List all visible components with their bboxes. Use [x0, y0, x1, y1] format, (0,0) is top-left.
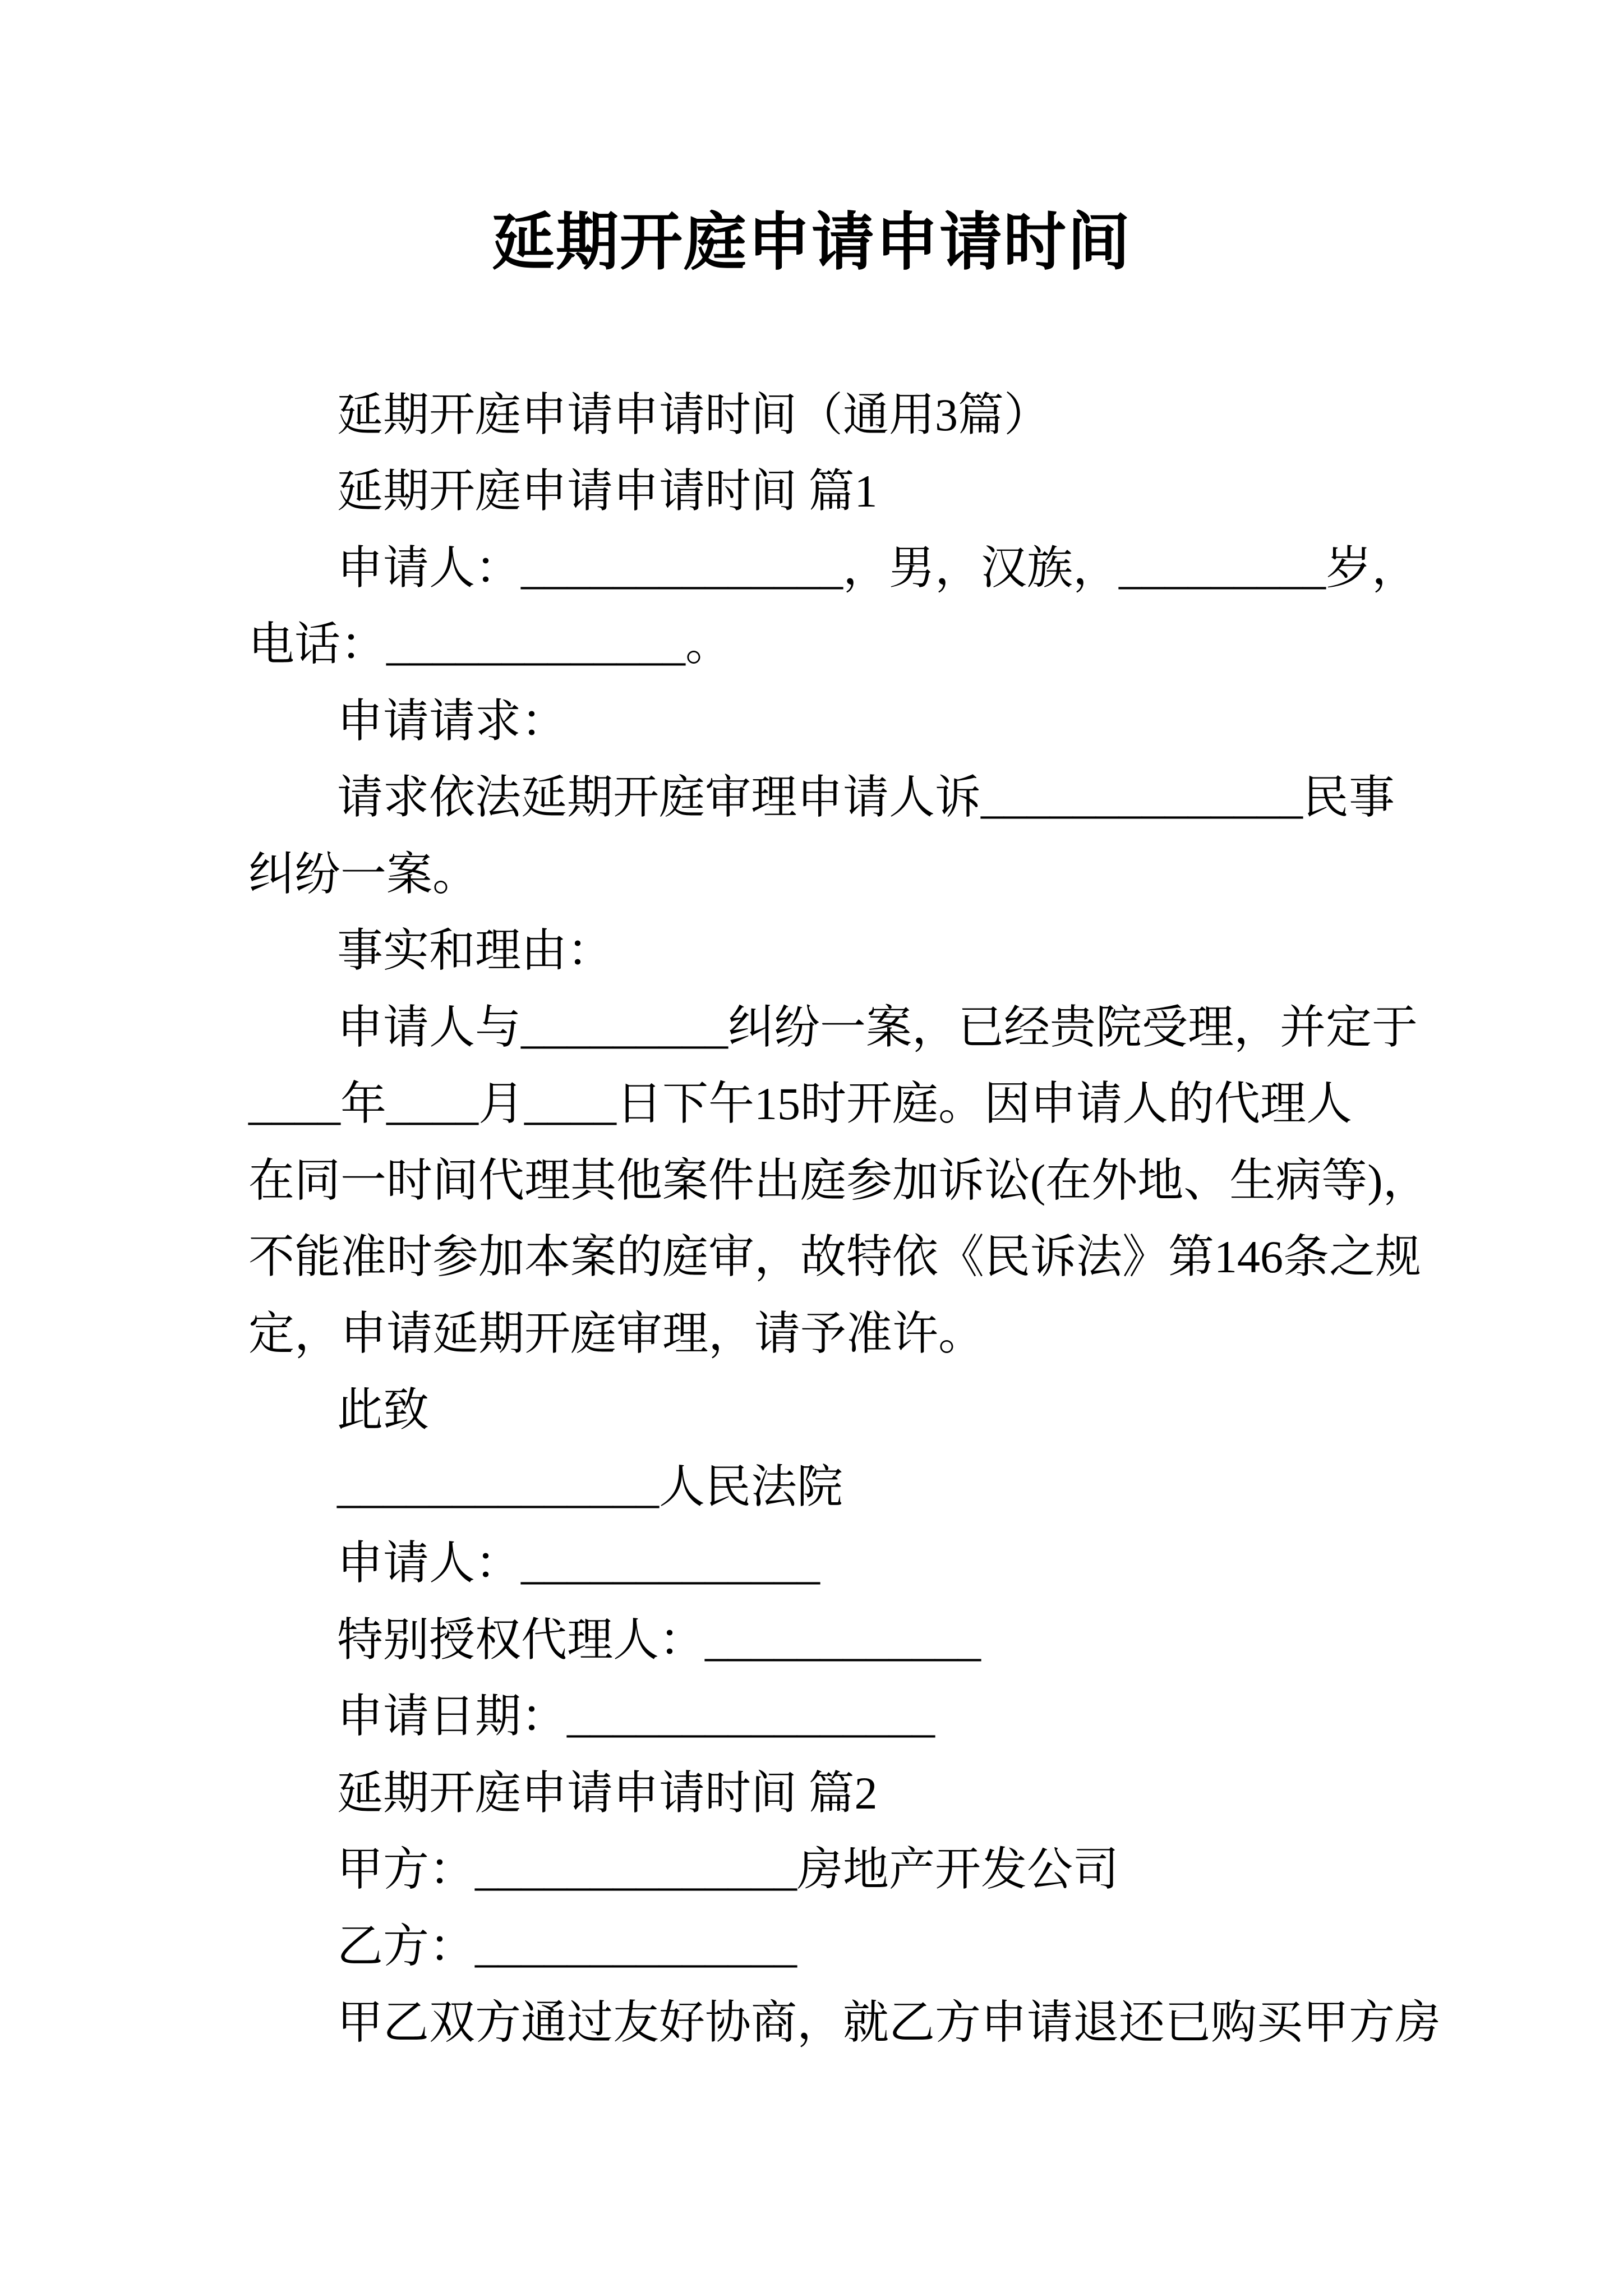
- document-line: 定，申请延期开庭审理，请予准许。: [248, 1308, 985, 1359]
- document-line: 延期开庭申请申请时间 篇1: [337, 466, 878, 517]
- document-line: 申请人：_____________: [337, 1538, 820, 1589]
- document-line: 申请请求：: [337, 695, 568, 747]
- document-line: 请求依法延期开庭审理申请人诉______________民事: [337, 772, 1395, 823]
- document-line: 甲方：______________房地产开发公司: [337, 1844, 1119, 1895]
- document-line: ______________人民法院: [337, 1461, 843, 1512]
- document-line: 纠纷一案。: [248, 848, 479, 900]
- document-line: 特别授权代理人：____________: [337, 1614, 981, 1665]
- document-line: 申请人与_________纠纷一案，已经贵院受理，并定于: [337, 1001, 1418, 1053]
- document-line: 延期开庭申请申请时间（通用3篇）: [337, 389, 1050, 440]
- document-line: 此致: [337, 1384, 430, 1435]
- document-line: 延期开庭申请申请时间 篇2: [337, 1767, 878, 1819]
- document-line: 不能准时参加本案的庭审，故特依《民诉法》第146条之规: [248, 1231, 1422, 1282]
- document-title: 延期开庭申请申请时间: [492, 208, 1131, 278]
- document-line: 电话：_____________。: [248, 619, 732, 670]
- document-line: 申请人：______________，男，汉族，_________岁，: [337, 542, 1418, 593]
- document-line: 在同一时间代理其他案件出庭参加诉讼(在外地、生病等)，: [248, 1154, 1429, 1206]
- document-line: 乙方：______________: [337, 1920, 797, 1972]
- document-line: ____年____月____日下午15时开庭。因申请人的代理人: [248, 1078, 1353, 1129]
- document-line: 事实和理由：: [337, 925, 614, 976]
- document-line: 申请日期：________________: [337, 1691, 935, 1742]
- document-line: 甲乙双方通过友好协商，就乙方申请退还已购买甲方房: [337, 1997, 1441, 2048]
